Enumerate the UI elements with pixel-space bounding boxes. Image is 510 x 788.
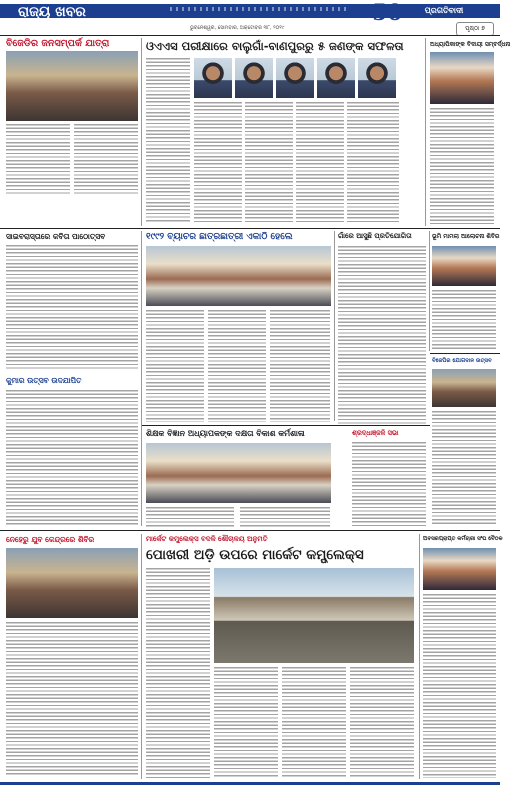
headline-land-camp: ଭୂମି ମାମଲା ଆଲୋଚନା ଶିବିର — [432, 233, 500, 240]
article-text — [146, 310, 204, 422]
article-text — [240, 507, 330, 527]
article-text — [423, 594, 496, 778]
article-text — [6, 622, 138, 777]
article-text — [6, 124, 70, 194]
article-text — [214, 667, 278, 777]
column-rule — [141, 534, 142, 779]
photo-candidate — [317, 58, 355, 98]
article-text — [6, 245, 138, 370]
column-rule — [334, 231, 335, 421]
article-text — [146, 507, 234, 527]
headline-kumar: କୁମାର ଉତ୍ସବ ଉଦଯାପିତ — [6, 376, 82, 385]
column-rule — [419, 534, 420, 779]
article-text — [74, 124, 138, 194]
anniversary-logo: 50 — [372, 0, 403, 26]
photo-farewell — [430, 52, 494, 104]
photo-market — [214, 568, 414, 663]
article-text — [282, 667, 346, 777]
masthead-pattern — [170, 7, 350, 11]
kicker-market: ମାର୍କେଟ କମ୍ପ୍ଲେକ୍ସ ବଦଳି ଶୌଚାଳୟ ଅନୁମତି — [146, 535, 268, 543]
section-title: ରାଜ୍ୟ ଖବର — [18, 4, 86, 20]
page-number: ପୃଷ୍ଠା ୭ — [456, 22, 494, 36]
photo-workshop — [146, 443, 331, 503]
article-text — [347, 102, 399, 223]
headline-bjp-joining: ବିଜେପିର ଯୋଗଦାନ ଉତ୍ସବ — [432, 358, 492, 364]
headline-nyk: ନେହେରୁ ଯୁବ କେନ୍ଦ୍ରରେ ଶିବିର — [6, 535, 95, 544]
article-text — [146, 58, 190, 223]
article-text — [338, 246, 426, 426]
article-text — [6, 390, 138, 525]
divider — [142, 425, 430, 426]
photo-nyk — [6, 548, 138, 618]
headline-batch-reunion: ୧୯୯୨ ବ୍ୟାଚର ଛାତ୍ରଛାତ୍ରୀ ଏକାଠି ହେଲେ — [146, 232, 293, 242]
headline-market-complex: ପୋଖରୀ ଅଡ଼ି ଉପରେ ମାର୍କେଟ କମ୍ପ୍ଲେକ୍ସ — [146, 547, 364, 563]
dateline — [0, 22, 500, 34]
photo-candidate — [358, 58, 396, 98]
article-text — [270, 310, 330, 422]
dateline-text: ଭୁବନେଶ୍ୱର, ସୋମବାର, ଅକ୍ଟୋବର ୩୮, ୨୦୧୯ — [190, 25, 285, 31]
article-text — [296, 102, 344, 223]
headline-pensioners: ଅବସରପ୍ରାପ୍ତ କର୍ମଚାରୀ ସଂଘ ବୈଠକ — [423, 536, 503, 542]
article-text — [432, 411, 496, 526]
paper-name: ପ୍ରଗତିବାଦୀ — [408, 4, 480, 18]
headline-tribute: ଶ୍ରଦ୍ଧାଞ୍ଜଳି ସଭା — [352, 429, 399, 437]
photo-candidate — [194, 58, 232, 98]
headline-bjd-yatra: ବିଜେଡିର ଜନସମ୍ପର୍କ ଯାତ୍ରା — [6, 38, 110, 49]
article-text — [146, 568, 210, 778]
headline-workshop: ଶିକ୍ଷକ ବିଜ୍ଞାନ ଅଧ୍ୟାପକଙ୍କ ଦକ୍ଷତା ବିକାଶ କର୍ମଶାଳା — [146, 429, 305, 438]
divider — [430, 353, 500, 354]
article-text — [350, 667, 414, 777]
photo-candidate — [235, 58, 273, 98]
column-rule — [141, 231, 142, 526]
photo-yatra — [6, 51, 138, 121]
article-text — [208, 310, 266, 422]
headline-poetry: ସାଇବରାସ୍ତାରେ କବିତା ପାଠୋତ୍ସବ — [6, 232, 106, 241]
photo-pensioners — [423, 548, 496, 590]
headline-farewell: ଅଧ୍ୟାପିକାଙ୍କ ବିଦାୟୀ ସମ୍ବର୍ଦ୍ଧନା — [430, 41, 510, 48]
footer-rule — [0, 782, 500, 785]
article-text — [352, 442, 426, 526]
column-rule — [429, 231, 430, 351]
article-text — [430, 108, 494, 224]
divider — [0, 228, 500, 229]
article-text — [245, 102, 293, 223]
column-rule — [425, 38, 426, 226]
headline-oas: ଓଏଏସ ପରୀକ୍ଷାରେ ବାଲୁଗାଁ-ବାଣପୁରରୁ ୫ ଜଣଙ୍କ ସଫଳତା — [146, 39, 404, 53]
article-text — [194, 102, 242, 223]
photo-camp — [432, 246, 496, 286]
divider — [0, 530, 500, 531]
article-text — [432, 290, 496, 350]
photo-joining — [432, 369, 496, 407]
photo-candidate — [276, 58, 314, 98]
divider — [0, 35, 500, 36]
headline-competition: ଗାଁରେ ଆସୁଛି ପ୍ରତିଯୋଗିତା — [338, 232, 412, 240]
column-rule — [141, 38, 142, 226]
photo-reunion — [146, 246, 331, 306]
